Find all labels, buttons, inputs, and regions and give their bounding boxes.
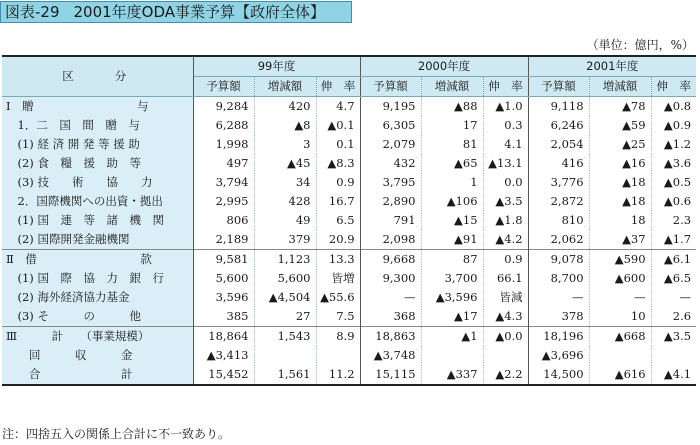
table-cell: 6,305 xyxy=(360,116,421,135)
table-cell: 9,581 xyxy=(193,250,254,270)
table-cell: 9,195 xyxy=(360,97,421,117)
table-cell: 27 xyxy=(254,307,316,327)
table-cell: 1,998 xyxy=(215,137,249,151)
row-label: (3) 技 術 協 力 xyxy=(2,173,193,192)
row-label: (2) 食 糧 援 助 等 xyxy=(2,154,193,173)
table-cell: 9,668 xyxy=(360,250,421,270)
row-label: 2．国際機関への出資・拠出 xyxy=(2,192,193,211)
table-row xyxy=(2,97,696,117)
table-body xyxy=(2,97,696,386)
table-cell: — xyxy=(651,288,696,307)
table-cell: ▲3,413 xyxy=(206,348,249,362)
table-cell xyxy=(316,346,360,365)
table-cell: ▲17 xyxy=(421,307,483,327)
table-cell: ▲1 xyxy=(421,327,483,347)
row-label: Ⅲ 計 （事業規模） xyxy=(2,327,193,347)
table-cell: ▲78 xyxy=(589,97,651,117)
table-cell: 6,246 xyxy=(528,116,589,135)
table-cell: ▲3.5 xyxy=(483,192,528,211)
table-cell: 6,288 xyxy=(215,118,249,132)
table-cell: ▲16 xyxy=(589,154,651,173)
table-cell: 5,600 xyxy=(215,271,249,285)
table-row xyxy=(2,307,696,327)
table-cell: 3,776 xyxy=(528,173,589,192)
table-cell: 791 xyxy=(360,211,421,230)
table-cell: 15,115 xyxy=(360,365,421,385)
table-cell: ▲8 xyxy=(254,116,316,135)
table-cell: 9,078 xyxy=(528,250,589,270)
table-cell: ▲8.3 xyxy=(316,154,360,173)
table-cell: 428 xyxy=(254,192,316,211)
category-header: 区 分 xyxy=(2,56,193,97)
table-cell: ▲3.6 xyxy=(651,154,696,173)
table-cell: 1,543 xyxy=(254,327,316,347)
table-cell: ▲1.2 xyxy=(651,135,696,154)
table-cell: ▲4.1 xyxy=(651,365,696,385)
table-cell: ▲88 xyxy=(421,97,483,117)
table-cell: 2,890 xyxy=(360,192,421,211)
table-cell: 416 xyxy=(528,154,589,173)
table-cell: 5,600 xyxy=(254,269,316,288)
table-cell: — xyxy=(528,288,589,307)
table-cell: ▲6.5 xyxy=(651,269,696,288)
table-cell: ▲59 xyxy=(589,116,651,135)
row-label: Ⅰ 贈 与 xyxy=(2,97,193,117)
table-cell: 81 xyxy=(421,135,483,154)
table-cell: 18,863 xyxy=(360,327,421,347)
figure-title: 2001年度ODA事業予算【政府全体】 xyxy=(73,3,326,21)
table-cell: 16.7 xyxy=(316,192,360,211)
figure-title-bar xyxy=(0,1,352,23)
table-row xyxy=(2,173,696,192)
table-cell: 497 xyxy=(226,156,249,170)
figure-number: 図表-29 xyxy=(5,3,60,21)
table-cell: 18,864 xyxy=(193,327,254,347)
table-cell: 34 xyxy=(254,173,316,192)
sub-header-change: 増減額 xyxy=(589,77,651,97)
sub-header-rate: 伸 率 xyxy=(651,77,696,97)
table-row xyxy=(2,230,696,250)
table-cell: — xyxy=(360,288,421,307)
table-row xyxy=(2,192,696,211)
table-cell: ▲18 xyxy=(589,173,651,192)
table-cell: 10 xyxy=(589,307,651,327)
row-label: (1) 国 際 協 力 銀 行 xyxy=(2,269,193,288)
table-cell: 18,196 xyxy=(528,327,589,347)
table-cell: ▲0.6 xyxy=(651,192,696,211)
table-cell: 4.7 xyxy=(316,97,360,117)
table-cell: 4.1 xyxy=(483,135,528,154)
table-row xyxy=(2,250,696,270)
table-cell: ▲106 xyxy=(421,192,483,211)
row-label: Ⅱ 借 款 xyxy=(2,250,193,270)
table-cell: 8,700 xyxy=(528,269,589,288)
table-cell: ▲337 xyxy=(421,365,483,385)
table-cell: ▲0.8 xyxy=(651,97,696,117)
table-cell: 420 xyxy=(254,97,316,117)
table-cell: 2,062 xyxy=(528,230,589,250)
table-cell xyxy=(421,346,483,365)
table-row xyxy=(2,135,696,154)
table-cell: 8.9 xyxy=(316,327,360,347)
row-label: 1．二 国 間 贈 与 xyxy=(2,116,193,135)
table-row xyxy=(2,116,696,135)
table-cell: ▲37 xyxy=(589,230,651,250)
table-cell: 0.9 xyxy=(483,250,528,270)
table-row xyxy=(2,346,696,365)
sub-header-rate: 伸 率 xyxy=(316,77,360,97)
table-cell: ▲668 xyxy=(589,327,651,347)
table-cell: 66.1 xyxy=(483,269,528,288)
table-cell: 0.3 xyxy=(483,116,528,135)
table-cell: ▲4.3 xyxy=(483,307,528,327)
table-cell: 3 xyxy=(254,135,316,154)
table-cell: 1,561 xyxy=(254,365,316,385)
table-cell: ▲55.6 xyxy=(316,288,360,307)
table-cell: 9,300 xyxy=(360,269,421,288)
table-cell: 2,995 xyxy=(215,194,249,208)
table-cell: 2.3 xyxy=(651,211,696,230)
table-cell: ▲0.9 xyxy=(651,116,696,135)
table-cell: 87 xyxy=(421,250,483,270)
table-row xyxy=(2,288,696,307)
table-cell: 368 xyxy=(360,307,421,327)
table-row xyxy=(2,327,696,347)
row-label: (1) 経 済 開 発 等 援 助 xyxy=(2,135,193,154)
table-cell: ▲6.1 xyxy=(651,250,696,270)
table-cell: 1,123 xyxy=(254,250,316,270)
table-cell: 810 xyxy=(528,211,589,230)
table-cell: ▲3,596 xyxy=(421,288,483,307)
table-cell: ▲25 xyxy=(589,135,651,154)
table-cell: 2,189 xyxy=(215,232,249,246)
table-cell: 皆増 xyxy=(316,269,360,288)
table-cell: ▲1.0 xyxy=(483,97,528,117)
table-cell: ▲2.2 xyxy=(483,365,528,385)
sub-header-change: 増減額 xyxy=(254,77,316,97)
oda-budget-table xyxy=(2,55,696,386)
table-cell: 0.9 xyxy=(316,173,360,192)
table-cell: ▲3.5 xyxy=(651,327,696,347)
table-cell: 378 xyxy=(528,307,589,327)
year-header-row xyxy=(2,56,696,77)
table-cell: 9,284 xyxy=(193,97,254,117)
table-cell: ▲0.5 xyxy=(651,173,696,192)
sub-header-rate: 伸 率 xyxy=(483,77,528,97)
table-cell xyxy=(483,346,528,365)
row-label: (1) 国 連 等 諸 機 関 xyxy=(2,211,193,230)
table-cell: ▲15 xyxy=(421,211,483,230)
table-cell: 14,500 xyxy=(528,365,589,385)
table-cell: 7.5 xyxy=(316,307,360,327)
table-cell: ▲45 xyxy=(254,154,316,173)
unit-label: （単位：億円，%） xyxy=(586,38,694,52)
table-cell: 1 xyxy=(421,173,483,192)
row-label: (2) 海外経済協力基金 xyxy=(2,288,193,307)
table-cell: 2,054 xyxy=(528,135,589,154)
table-cell: 432 xyxy=(360,154,421,173)
year-header-99: 99年度 xyxy=(193,56,360,77)
table-cell xyxy=(651,346,696,365)
table-cell: 3,795 xyxy=(360,173,421,192)
table-row xyxy=(2,211,696,230)
table-cell: 49 xyxy=(254,211,316,230)
sub-header-change: 増減額 xyxy=(421,77,483,97)
table-cell: ▲590 xyxy=(589,250,651,270)
row-label: 合 計 xyxy=(2,365,193,385)
table-cell: 6.5 xyxy=(316,211,360,230)
year-header-2001: 2001年度 xyxy=(528,56,696,77)
table-cell: 0.1 xyxy=(316,135,360,154)
table-cell: 11.2 xyxy=(316,365,360,385)
table-cell: 379 xyxy=(254,230,316,250)
table-cell: ▲1.7 xyxy=(651,230,696,250)
table-cell: ▲616 xyxy=(589,365,651,385)
table-cell: 20.9 xyxy=(316,230,360,250)
table-cell: 3,700 xyxy=(421,269,483,288)
row-label: (3) そ の 他 xyxy=(2,307,193,327)
table-cell: 3,794 xyxy=(215,175,249,189)
table-cell: 0.0 xyxy=(483,173,528,192)
table-cell: 皆減 xyxy=(483,288,528,307)
table-cell: ▲0.0 xyxy=(483,327,528,347)
table-cell: 13.3 xyxy=(316,250,360,270)
table-cell: 2,079 xyxy=(360,135,421,154)
row-label: (2) 国際開発金融機関 xyxy=(2,230,193,250)
table-cell: 18 xyxy=(589,211,651,230)
sub-header-budget: 予算額 xyxy=(528,77,589,97)
table-cell: 15,452 xyxy=(208,367,249,381)
table-cell: ▲3,696 xyxy=(528,346,589,365)
table-cell xyxy=(254,346,316,365)
table-cell: ▲18 xyxy=(589,192,651,211)
table-cell: ▲3,748 xyxy=(360,346,421,365)
table-cell: ▲0.1 xyxy=(316,116,360,135)
table-cell: ▲1.8 xyxy=(483,211,528,230)
table-cell: 3,596 xyxy=(215,290,249,304)
sub-header-budget: 予算額 xyxy=(360,77,421,97)
table-cell: 17 xyxy=(421,116,483,135)
table-cell: ▲600 xyxy=(589,269,651,288)
table-cell: ▲65 xyxy=(421,154,483,173)
sub-header-budget: 予算額 xyxy=(193,77,254,97)
table-cell: 806 xyxy=(226,213,249,227)
table-cell: 2.6 xyxy=(651,307,696,327)
table-cell xyxy=(589,346,651,365)
row-label: 回 収 金 xyxy=(2,346,193,365)
table-row xyxy=(2,154,696,173)
table-cell: — xyxy=(589,288,651,307)
table-cell: ▲13.1 xyxy=(483,154,528,173)
table-cell: 2,872 xyxy=(528,192,589,211)
table-row xyxy=(2,269,696,288)
table-cell: ▲91 xyxy=(421,230,483,250)
table-cell: 2,098 xyxy=(360,230,421,250)
table-cell: ▲4,504 xyxy=(254,288,316,307)
footnote: 注：四捨五入の関係上合計に不一致あり。 xyxy=(2,427,231,441)
table-cell: 9,118 xyxy=(528,97,589,117)
table-row xyxy=(2,365,696,385)
year-header-2000: 2000年度 xyxy=(360,56,528,77)
table-cell: ▲4.2 xyxy=(483,230,528,250)
table-cell: 385 xyxy=(226,309,249,323)
